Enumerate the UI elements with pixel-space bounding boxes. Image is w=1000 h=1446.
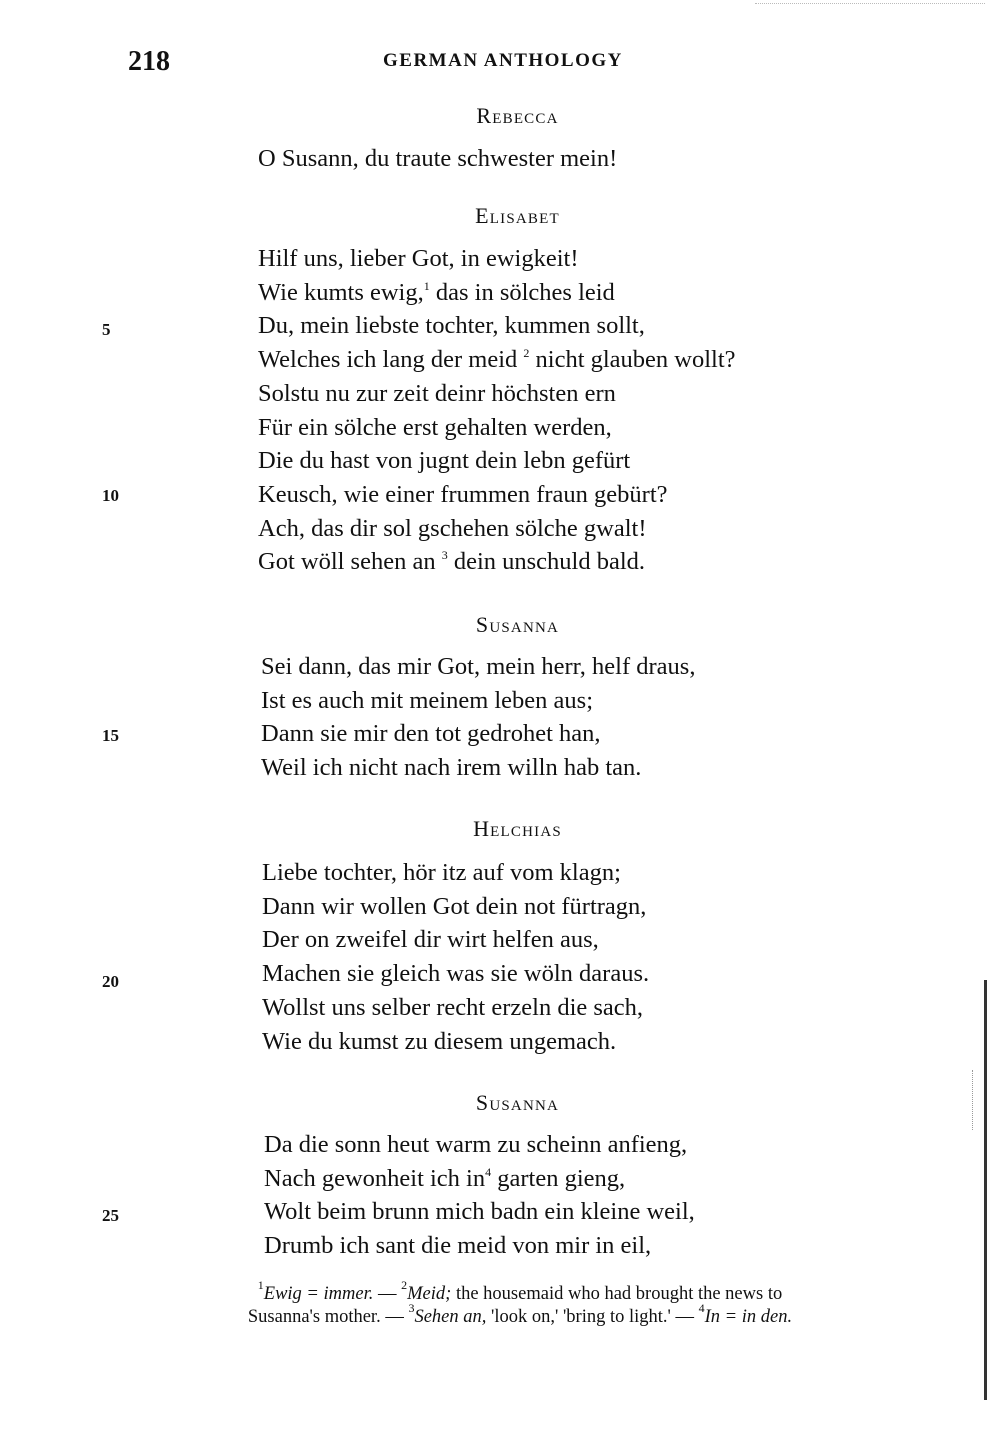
verse-line: Hilf uns, lieber Got, in ewigkeit!: [258, 245, 579, 272]
footnotes: [130, 1278, 910, 1329]
footnote-1: Ewig = immer.: [263, 1284, 374, 1304]
verse-line: Wie du kumst zu diesem ungemach.: [262, 1027, 617, 1055]
speaker-elisabet: Elisabet: [475, 203, 560, 228]
line-number: 10: [102, 486, 119, 505]
verse-line: Machen sie gleich was sie wöln daraus.: [262, 960, 650, 988]
verse-line: Wie kumts ewig,$^1$ das in sölches leid: [258, 278, 615, 306]
footnote-line: $^1$Ewig = immer. — $^2$Meid; the housemaid who had brought the news to: [257, 1278, 783, 1304]
footnote-3-term: Sehen an,: [414, 1307, 487, 1327]
verse-line: Ach, das dir sol gschehen sölche gwalt!: [258, 514, 647, 542]
verse-line: Solstu nu zur zeit deinr höchsten ern: [258, 379, 616, 407]
verse-line: Drumb ich sant die meid von mir in eil,: [264, 1232, 652, 1260]
footnote-mark: 4: [485, 1164, 492, 1179]
verse-line: Du, mein liebste tochter, kummen sollt,: [258, 312, 645, 340]
page-header: [0, 42, 1000, 82]
verse-helchias: [262, 856, 649, 1058]
speaker-susanna: Susanna: [475, 1090, 560, 1115]
verse-line: Der on zweifel dir wirt helfen aus,: [262, 926, 599, 954]
line-number: 15: [102, 726, 119, 745]
verse-line: Wolt beim brunn mich badn ein kleine weil,: [264, 1198, 695, 1226]
verse-line: Welches ich lang der meid $^2$ nicht glauben wollt?: [258, 346, 736, 374]
verse-elisabet: [258, 242, 736, 579]
verse-line: Wollst uns selber recht erzeln die sach,: [262, 993, 644, 1021]
scan-edge-mark: [755, 3, 985, 4]
footnote-mark: 3: [441, 548, 448, 563]
verse-line: Liebe tochter, hör itz auf vom klagn;: [262, 859, 621, 886]
line-number: 25: [102, 1206, 119, 1225]
running-title: GERMAN ANTHOLOGY: [383, 50, 623, 71]
footnote-mark: 1: [423, 278, 430, 293]
scan-edge-shadow: [984, 980, 987, 1400]
speaker-helchias: Helchias: [473, 816, 562, 841]
footnote-4: In = in den.: [704, 1307, 793, 1327]
verse-susanna: [264, 1128, 695, 1263]
verse-line: Dann sie mir den tot gedrohet han,: [261, 720, 601, 748]
verse-line: Ist es auch mit meinem leben aus;: [261, 686, 594, 714]
verse-line: Die du hast von jugnt dein lebn gefürt: [258, 447, 631, 475]
verse-susanna: [261, 650, 695, 785]
footnote-mark: 2: [523, 346, 530, 361]
line-number: 20: [102, 972, 119, 991]
verse-line: O Susann, du traute schwester mein!: [258, 145, 618, 172]
footnote-2-text: the housemaid who had brought the news to: [451, 1284, 783, 1304]
verse-line: Nach gewonheit ich $in^4$ garten gieng,: [264, 1164, 626, 1192]
footnote-3-text: 'look on,' 'bring to light.': [486, 1307, 671, 1327]
verse-line: Keusch, wie einer frummen fraun gebürt?: [258, 480, 668, 508]
verse-line: Dann wir wollen Got dein not fürtragn,: [262, 892, 647, 920]
verse-rebecca: [258, 142, 617, 176]
footnote-2-term: Meid;: [407, 1284, 452, 1304]
verse-line: Für ein sölche erst gehalten werden,: [258, 413, 612, 441]
speaker-susanna: Susanna: [475, 612, 560, 637]
footnote-line: Susanna's mother. — $^3$Sehen an, 'look on,' 'bring to light.' — $^4$In = in den.: [247, 1301, 793, 1327]
line-number: 5: [102, 320, 111, 339]
verse-line: Weil ich nicht nach irem willn hab tan.: [261, 754, 642, 782]
speaker-rebecca: Rebecca: [476, 103, 559, 128]
verse-line: Da die sonn heut warm zu scheinn anfieng,: [264, 1131, 688, 1158]
verse-line: Got wöll sehen an $^3$ dein unschuld bald.: [258, 548, 646, 576]
verse-line: Sei dann, das mir Got, mein herr, helf draus,: [261, 653, 696, 680]
page-number: 218: [128, 46, 170, 77]
